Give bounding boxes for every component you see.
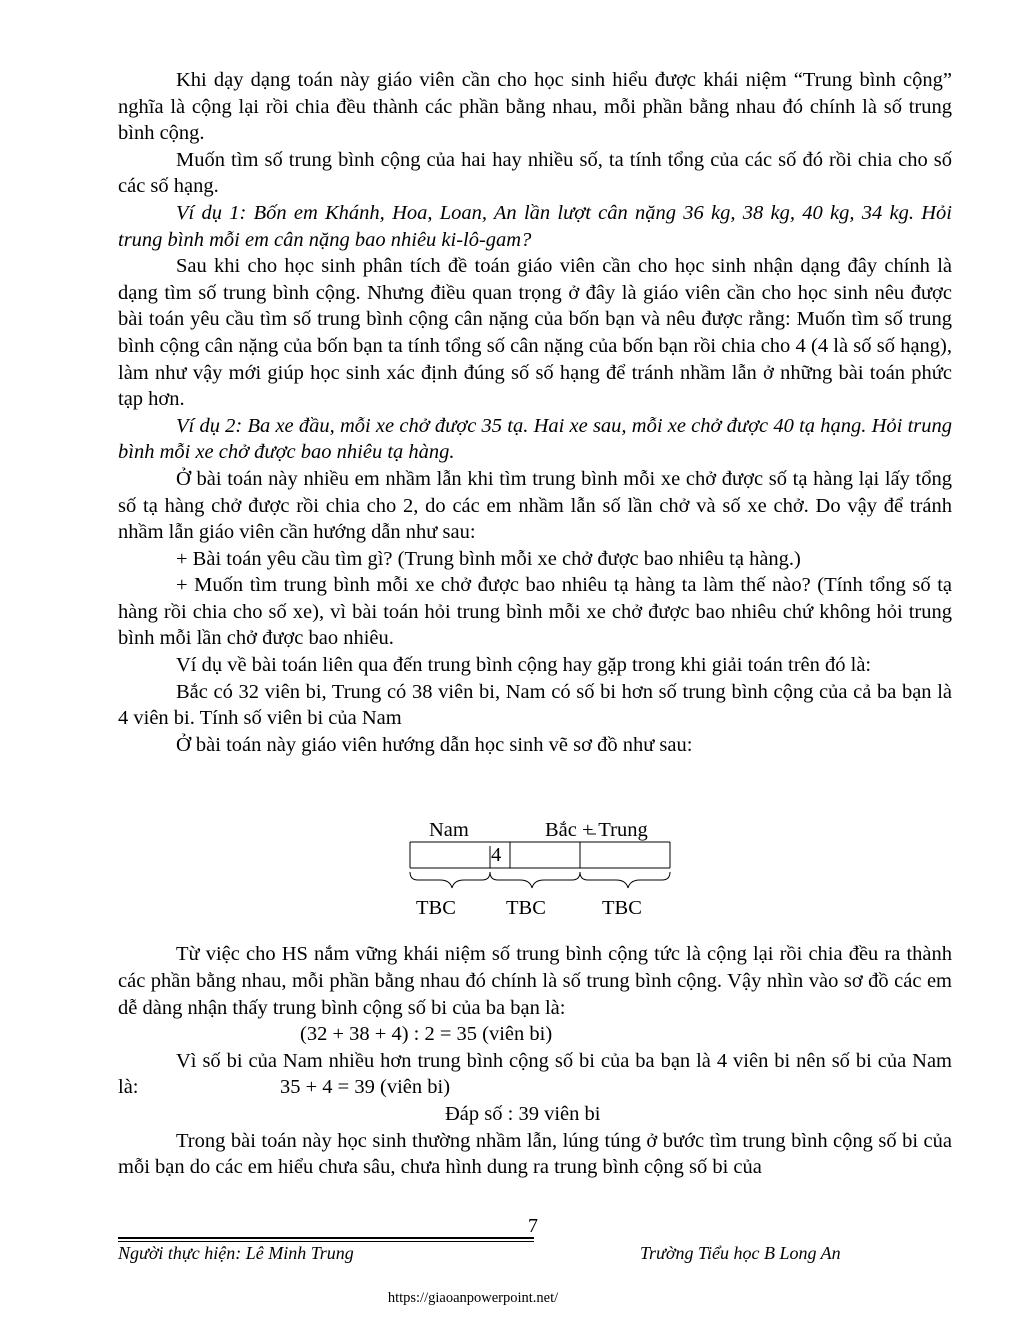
- label-bac-trung: Bắc + Trung: [545, 819, 648, 842]
- segment-diagram: [118, 758, 952, 898]
- footer-school: Trường Tiểu học B Long An: [640, 1243, 841, 1263]
- paragraph: Ví dụ về bài toán liên qua đến trung bình cộng hay gặp trong khi giải toán trên đó là:: [176, 654, 872, 677]
- source-url: https://giaoanpowerpoint.net/: [387, 1290, 559, 1306]
- footer-rule: [118, 1237, 534, 1239]
- paragraph: Sau khi cho học sinh phân tích đề toán giáo viên cần cho học sinh nhận dạng đây chính là dạng tìm số trung bình cộng. Nhưng điều quan trọng ở đây là giáo viên cần cho học sinh nêu được bài toán yêu cầu tìm số trung bình cộng cân nặng của bốn bạn và nêu được rằng: Muốn tìm số trung bình cộng cân nặng của bốn bạn ta tính tổng số cân nặng của bốn bạn rồi chia cho 4 (4 là số số hạng), làm như vậy mới giúp học sinh xác định đúng số số hạng để tránh nhầm lẫn ở những bài toán phức tạp hơn.: [118, 255, 952, 411]
- label-difference: 4: [491, 844, 502, 867]
- problem-statement: Bắc có 32 viên bi, Trung có 38 viên bi, Nam có số bi hơn số trung bình cộng của cả ba bạn là 4 viên bi. Tính số viên bi của Nam: [118, 680, 952, 730]
- page-number: 7: [528, 1215, 538, 1237]
- tbc-label: TBC: [602, 897, 642, 920]
- example-2: Ví dụ 2: Ba xe đầu, mỗi xe chở được 35 tạ. Hai xe sau, mỗi xe chở được 40 tạ hạng. Hỏi trung bình mỗi xe chở được bao nhiêu tạ hàng.: [118, 414, 952, 464]
- calculation-1: (32 + 38 + 4) : 2 = 35 (viên bi): [300, 1023, 553, 1046]
- tbc-labels: [118, 896, 952, 924]
- footer-rule: [118, 1241, 534, 1242]
- paragraph: Khi dạy dạng toán này giáo viên cần cho học sinh hiểu được khái niệm “Trung bình cộng” nghĩa là cộng lại rồi chia đều thành các phần bằng nhau, mỗi phần bằng nhau đó chính là số trung bình cộng.: [118, 69, 952, 145]
- paragraph: Ở bài toán này giáo viên hướng dẫn học sinh vẽ sơ đồ như sau:: [176, 733, 693, 756]
- paragraph: Muốn tìm số trung bình cộng của hai hay nhiều số, ta tính tổng của các số đó rồi chia cho số các số hạng.: [118, 148, 952, 198]
- paragraph: Trong bài toán này học sinh thường nhầm lẫn, lúng túng ở bước tìm trung bình cộng số bi của mỗi bạn do các em hiểu chưa sâu, chưa hình dung ra trung bình cộng số bi của: [118, 1129, 952, 1179]
- paragraph: Từ việc cho HS nắm vững khái niệm số trung bình cộng tức là cộng lại rồi chia đều ra thành các phần bằng nhau, mỗi phần bằng nhau đó chính là số trung bình cộng. Vậy nhìn vào sơ đồ các em dễ dàng nhận thấy trung bình cộng số bi của ba bạn là:: [118, 943, 952, 1019]
- paragraph: Ở bài toán này nhiều em nhầm lẫn khi tìm trung bình mỗi xe chở được số tạ hàng lại lấy tổng số tạ hàng chở được rồi chia cho 2, do các em nhầm lẫn số lần chở và số xe chở. Do vậy để tránh nhầm lẫn giáo viên cần hướng dẫn như sau:: [118, 467, 952, 544]
- tbc-label: TBC: [416, 897, 456, 920]
- document-body: [118, 67, 952, 1181]
- footer-author: Người thực hiện: Lê Minh Trung: [118, 1243, 354, 1263]
- answer: Đáp số : 39 viên bi: [445, 1103, 601, 1125]
- example-1: Ví dụ 1: Bốn em Khánh, Hoa, Loan, An lần lượt cân nặng 36 kg, 38 kg, 40 kg, 34 kg. Hỏi trung bình mỗi em cân nặng bao nhiêu ki-lô-gam?: [118, 201, 952, 251]
- question-item: + Muốn tìm trung bình mỗi xe chở được bao nhiêu tạ hàng ta làm thế nào? (Tính tổng số tạ hàng rồi chia cho số xe), vì bài toán hỏi trung bình mỗi xe chở được bao nhiêu chứ không hỏi trung bình mỗi lần chở được bao nhiêu.: [118, 574, 952, 650]
- paragraph: Vì số bi của Nam nhiều hơn trung bình cộng số bi của ba bạn là 4 viên bi nên số bi của Nam là:: [118, 1049, 952, 1099]
- diagram-lines: [118, 758, 952, 898]
- calculation-2: 35 + 4 = 39 (viên bi): [280, 1076, 451, 1099]
- label-nam: Nam: [429, 819, 469, 842]
- tbc-label: TBC: [506, 897, 546, 920]
- question-item: + Bài toán yêu cầu tìm gì? (Trung bình mỗi xe chở được bao nhiêu tạ hàng.): [176, 547, 801, 570]
